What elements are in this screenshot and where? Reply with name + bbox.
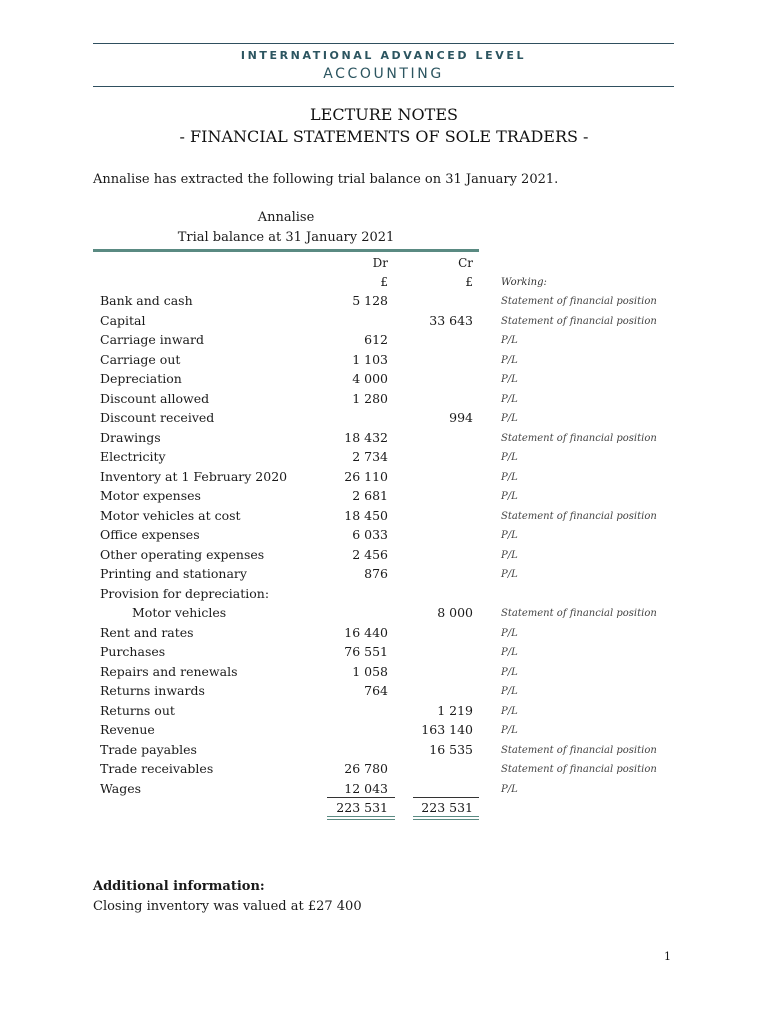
row-cr: 16 535 bbox=[429, 741, 473, 757]
row-dr: 2 734 bbox=[352, 449, 388, 464]
row-label: Office expenses bbox=[100, 527, 200, 542]
row-label: Other operating expenses bbox=[100, 546, 265, 562]
row-working: P/L bbox=[501, 705, 518, 717]
dr-double-underline bbox=[327, 816, 395, 820]
row-label: Motor vehicles bbox=[132, 605, 227, 620]
row-dr: 2 681 bbox=[352, 488, 388, 503]
row-label: Capital bbox=[100, 312, 146, 328]
row-label: Wages bbox=[100, 780, 142, 796]
row-working: P/L bbox=[501, 471, 518, 483]
table-row bbox=[0, 721, 768, 741]
row-working: P/L bbox=[501, 666, 518, 678]
row-label: Purchases bbox=[100, 644, 166, 659]
row-cr: 33 643 bbox=[429, 312, 473, 328]
row-working: P/L bbox=[501, 452, 518, 463]
table-row bbox=[0, 331, 768, 351]
table-row bbox=[0, 429, 768, 449]
cr-column-header: Cr bbox=[458, 256, 473, 270]
dr-column-header: Dr bbox=[372, 256, 388, 270]
row-dr: 6 033 bbox=[352, 527, 388, 542]
row-label: Repairs and renewals bbox=[100, 663, 238, 679]
table-row bbox=[0, 351, 768, 371]
table-row bbox=[0, 409, 768, 429]
dr-currency: £ bbox=[380, 275, 388, 289]
header-level: INTERNATIONAL ADVANCED LEVEL bbox=[240, 49, 527, 62]
row-dr: 2 456 bbox=[352, 546, 388, 562]
table-row bbox=[0, 702, 768, 722]
page-subtitle: - FINANCIAL STATEMENTS OF SOLE TRADERS - bbox=[179, 127, 589, 146]
intro-paragraph: Annalise has extracted the following trial balance on 31 January 2021. bbox=[93, 172, 559, 187]
row-label: Provision for depreciation: bbox=[100, 585, 270, 601]
row-label: Rent and rates bbox=[100, 624, 194, 640]
row-working: Statement of financial position bbox=[501, 764, 657, 775]
row-dr: 76 551 bbox=[344, 644, 388, 659]
row-label: Trade payables bbox=[100, 741, 197, 757]
table-row bbox=[0, 741, 768, 761]
row-working: P/L bbox=[501, 725, 518, 736]
row-working: P/L bbox=[501, 549, 518, 561]
row-working: P/L bbox=[501, 354, 518, 366]
row-dr: 26 780 bbox=[344, 761, 388, 776]
table-row bbox=[0, 292, 768, 312]
row-working: P/L bbox=[501, 569, 518, 580]
table-row bbox=[0, 468, 768, 488]
cr-subtotal-rule bbox=[413, 797, 479, 798]
table-row bbox=[0, 565, 768, 585]
row-dr: 764 bbox=[364, 683, 388, 698]
cr-currency: £ bbox=[465, 275, 473, 289]
row-working: Statement of financial position bbox=[501, 432, 657, 444]
trial-balance-rule bbox=[93, 249, 479, 252]
row-working: P/L bbox=[501, 530, 518, 541]
table-row bbox=[0, 682, 768, 702]
table-row bbox=[0, 487, 768, 507]
row-cr: 994 bbox=[449, 410, 473, 425]
table-row bbox=[0, 663, 768, 683]
row-label: Motor expenses bbox=[100, 488, 201, 503]
row-label: Bank and cash bbox=[100, 293, 193, 308]
row-label: Discount allowed bbox=[100, 390, 210, 406]
header-bottom-rule bbox=[93, 86, 674, 87]
row-label: Motor vehicles at cost bbox=[100, 507, 241, 523]
row-dr: 18 432 bbox=[344, 429, 388, 445]
row-cr: 1 219 bbox=[437, 702, 473, 718]
row-cr: 8 000 bbox=[437, 605, 473, 620]
row-working: Statement of financial position bbox=[501, 608, 657, 619]
row-working: P/L bbox=[501, 686, 518, 697]
row-label: Revenue bbox=[100, 722, 155, 737]
row-working: P/L bbox=[501, 783, 518, 795]
trial-balance-rows bbox=[0, 292, 768, 799]
row-label: Returns inwards bbox=[100, 683, 205, 698]
table-row bbox=[0, 604, 768, 624]
header-subject: ACCOUNTING bbox=[323, 66, 444, 82]
row-dr: 1 103 bbox=[352, 351, 388, 367]
row-label: Returns out bbox=[100, 702, 175, 718]
row-working: P/L bbox=[501, 491, 518, 502]
total-cr: 223 531 bbox=[421, 800, 473, 815]
additional-info-text: Closing inventory was valued at £27 400 bbox=[93, 899, 362, 914]
row-cr: 163 140 bbox=[421, 722, 473, 737]
row-dr: 4 000 bbox=[352, 371, 388, 386]
page-title: LECTURE NOTES bbox=[310, 105, 458, 124]
table-row bbox=[0, 370, 768, 390]
page-number: 1 bbox=[664, 950, 671, 963]
row-dr: 612 bbox=[364, 332, 388, 347]
row-working: P/L bbox=[501, 335, 518, 346]
row-label: Discount received bbox=[100, 410, 215, 425]
cr-double-underline bbox=[413, 816, 479, 820]
row-working: P/L bbox=[501, 393, 518, 405]
row-working: Statement of financial position bbox=[501, 744, 657, 756]
additional-info-heading: Additional information: bbox=[93, 879, 265, 894]
dr-subtotal-rule bbox=[327, 797, 395, 798]
table-row bbox=[0, 643, 768, 663]
row-label: Depreciation bbox=[100, 371, 182, 386]
row-label: Carriage out bbox=[100, 351, 181, 367]
row-dr: 12 043 bbox=[344, 780, 388, 796]
row-dr: 26 110 bbox=[344, 468, 388, 484]
row-working: P/L bbox=[501, 647, 518, 658]
trial-balance-name: Annalise bbox=[257, 210, 315, 225]
row-label: Electricity bbox=[100, 449, 166, 464]
row-working: Statement of financial position bbox=[501, 296, 657, 307]
row-dr: 18 450 bbox=[344, 507, 388, 523]
working-header: Working: bbox=[501, 277, 547, 288]
table-row bbox=[0, 448, 768, 468]
row-label: Printing and stationary bbox=[100, 566, 247, 581]
row-working: Statement of financial position bbox=[501, 510, 657, 522]
table-row bbox=[0, 507, 768, 527]
row-label: Inventory at 1 February 2020 bbox=[100, 468, 288, 484]
header-top-rule bbox=[93, 43, 674, 44]
row-label: Carriage inward bbox=[100, 332, 204, 347]
table-row bbox=[0, 312, 768, 332]
table-row bbox=[0, 760, 768, 780]
total-dr: 223 531 bbox=[336, 800, 388, 815]
row-dr: 876 bbox=[364, 566, 388, 581]
row-dr: 1 280 bbox=[352, 390, 388, 406]
table-row bbox=[0, 526, 768, 546]
row-label: Trade receivables bbox=[100, 761, 214, 776]
row-working: P/L bbox=[501, 627, 518, 639]
row-label: Drawings bbox=[100, 429, 161, 445]
row-working: P/L bbox=[501, 374, 518, 385]
table-row bbox=[0, 624, 768, 644]
row-working: Statement of financial position bbox=[501, 315, 657, 327]
trial-balance-subtitle: Trial balance at 31 January 2021 bbox=[177, 230, 395, 245]
row-dr: 5 128 bbox=[352, 293, 388, 308]
table-row bbox=[0, 585, 768, 605]
row-dr: 1 058 bbox=[352, 663, 388, 679]
table-row bbox=[0, 546, 768, 566]
table-row bbox=[0, 390, 768, 410]
row-working: P/L bbox=[501, 413, 518, 424]
row-dr: 16 440 bbox=[344, 624, 388, 640]
